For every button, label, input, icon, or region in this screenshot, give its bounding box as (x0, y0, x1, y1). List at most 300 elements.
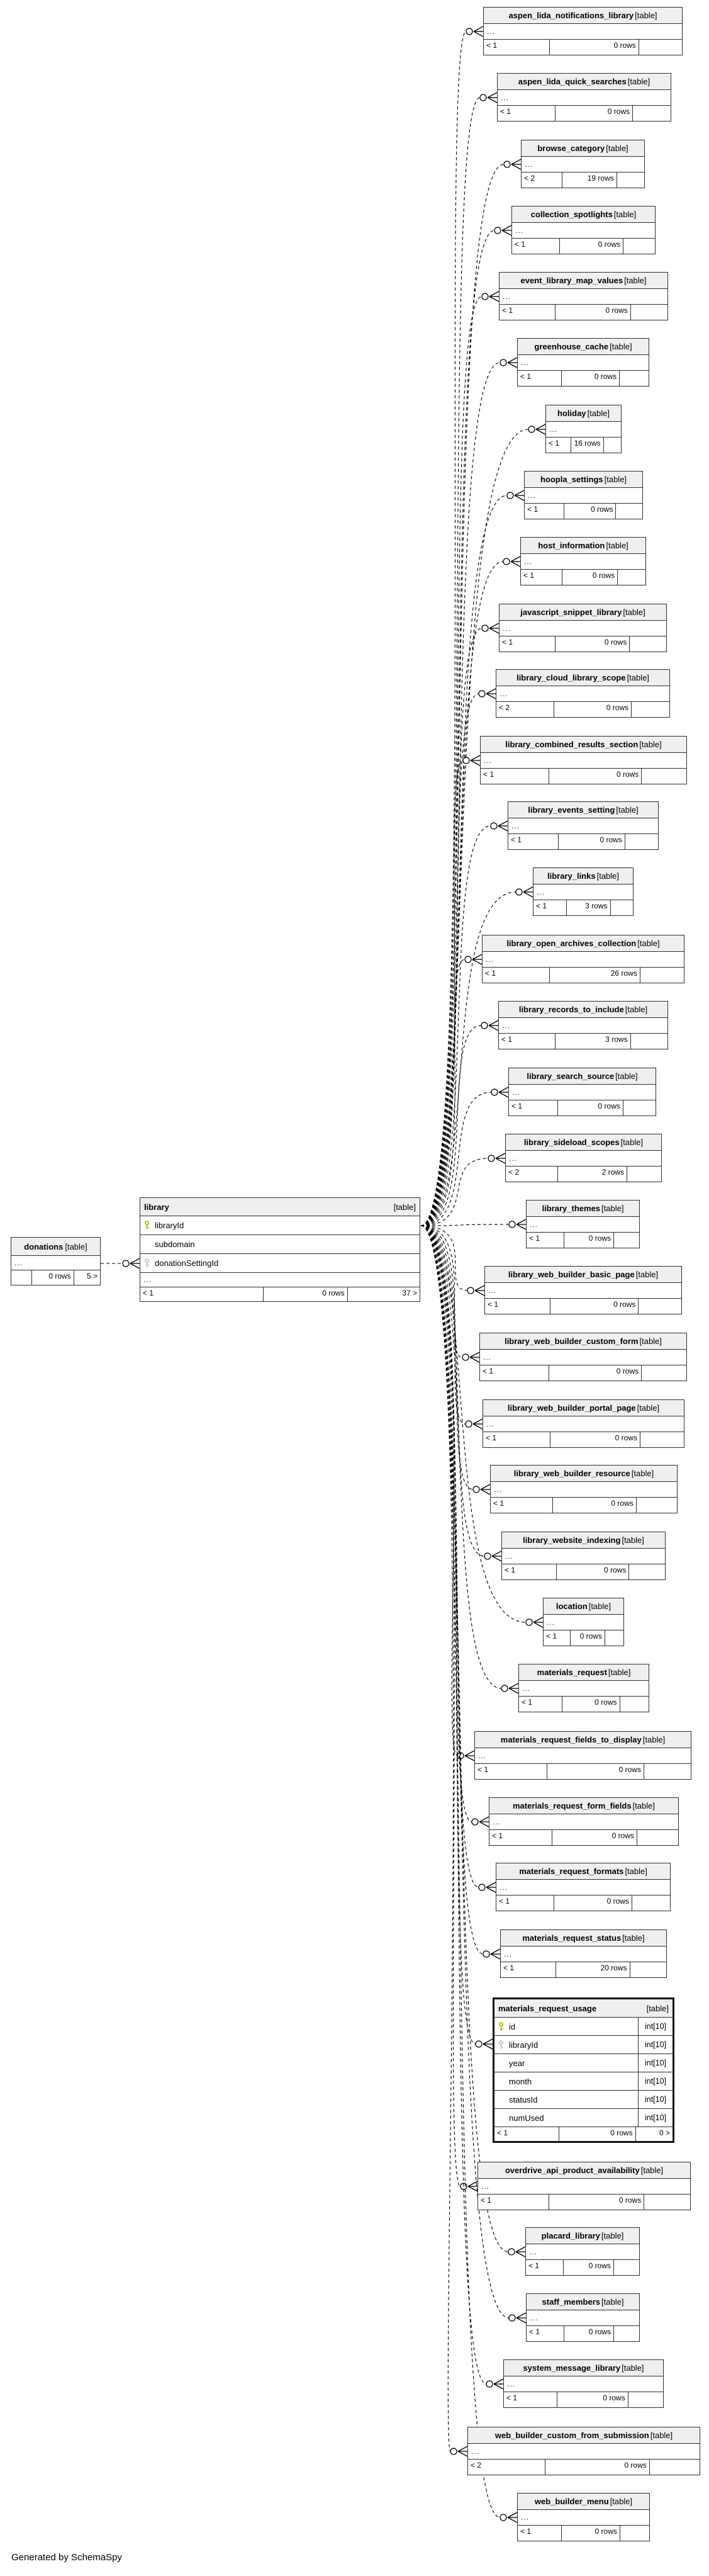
pk-key-icon (143, 1221, 150, 1230)
collapsed-columns-row: ... (485, 1283, 681, 1299)
parent-count: < 1 (483, 1367, 494, 1376)
collapsed-columns-row: ... (500, 289, 667, 305)
table-header-materials_request_formats[interactable] (496, 1863, 670, 1880)
table-footer (501, 1962, 666, 1977)
child-count (644, 1764, 691, 1779)
table-footer (491, 1498, 677, 1513)
table-footer (519, 1697, 649, 1712)
collapsed-columns-row: ... (533, 884, 633, 900)
table-header-browse_category[interactable] (522, 140, 644, 157)
parent-count: < 2 (499, 703, 510, 712)
relationship-line (421, 1226, 466, 1424)
table-name[interactable]: aspen_lida_notifications_library (508, 11, 634, 20)
table-type-label: [table] (622, 2363, 644, 2373)
parent-count: < 1 (529, 1234, 540, 1243)
column-row-libraryId (494, 2036, 673, 2054)
table-footer (522, 172, 644, 188)
row-count: 26 rows (549, 968, 640, 983)
collapsed-columns-row: ... (544, 1615, 623, 1630)
parent-count: < 1 (546, 1632, 557, 1641)
child-count (615, 504, 642, 519)
column-row-year (494, 2054, 673, 2072)
relationship-line (421, 1092, 491, 1226)
row-count: 19 rows (562, 172, 616, 188)
collapsed-columns-row: ... (506, 1151, 661, 1167)
table-name[interactable]: overdrive_api_product_availability (505, 2166, 640, 2175)
child-count: 37 > (347, 1287, 420, 1301)
table-node-aspen_lida_quick_searches (497, 73, 671, 121)
fk-connector (481, 1020, 498, 1031)
table-node-location (543, 1598, 624, 1646)
table-header-holiday[interactable] (546, 405, 621, 422)
table-type-label: [table] (620, 1138, 644, 1147)
table-footer (546, 438, 621, 453)
row-count: 0 rows (557, 1100, 623, 1116)
table-type-label: [table] (639, 740, 662, 749)
table-header-collection_spotlights[interactable] (512, 206, 655, 223)
table-name[interactable]: library_events_setting (528, 805, 615, 815)
column-row-statusId (494, 2091, 673, 2109)
table-type-label: [table] (615, 1071, 638, 1081)
relationship-line (421, 1226, 461, 2186)
row-count: 0 rows (555, 106, 632, 121)
parent-count: < 1 (505, 1566, 516, 1574)
fk-connector (528, 424, 545, 434)
column-type: int[10] (638, 2036, 673, 2053)
column-row-donationSettingId (140, 1254, 420, 1273)
fk-connector (482, 623, 499, 633)
table-node-library_website_indexing (501, 1532, 666, 1580)
table-header-aspen_lida_quick_searches[interactable] (498, 74, 671, 90)
table-type-label: [table] (646, 2003, 669, 2013)
table-header-library_search_source[interactable] (509, 1068, 656, 1085)
table-name[interactable]: aspen_lida_quick_searches (518, 77, 627, 86)
table-name[interactable]: staff_members (542, 2297, 601, 2307)
table-type-label: [table] (606, 144, 628, 153)
table-header-library_combined_results_section[interactable] (481, 737, 686, 753)
table-name[interactable]: system_message_library (523, 2363, 621, 2373)
table-node-library_open_archives_collection (482, 935, 684, 983)
table-header-library_web_builder_portal_page[interactable] (483, 1400, 684, 1416)
relationship-line (421, 1226, 467, 1291)
table-node-library_sideload_scopes (505, 1134, 662, 1182)
column-type: int[10] (638, 2072, 673, 2090)
fk-connector (516, 887, 533, 897)
table-header-library_open_archives_collection[interactable] (483, 935, 684, 952)
row-count: 0 rows (564, 504, 616, 519)
parent-count: < 1 (477, 1765, 489, 1774)
table-node-overdrive_api_product_availability (477, 2162, 691, 2210)
table-header-materials_request[interactable] (519, 1664, 649, 1681)
table-footer (518, 371, 649, 386)
column-row-id (494, 2018, 673, 2036)
parent-count: < 1 (485, 969, 496, 978)
column-name: year (509, 2058, 525, 2068)
table-name[interactable]: library_website_indexing (523, 1535, 621, 1545)
column-type: int[10] (638, 2109, 673, 2127)
parent-count: < 1 (515, 240, 526, 249)
row-count: 0 rows (562, 1697, 620, 1712)
parent-count: < 1 (481, 2196, 492, 2205)
collapsed-columns-row: ... (483, 952, 684, 968)
table-type-label: [table] (588, 1602, 611, 1611)
fk-connector (500, 358, 517, 368)
collapsed-columns-row: ... (11, 1256, 100, 1270)
child-count (644, 2195, 690, 2210)
table-footer (526, 2260, 639, 2275)
fk-connector (457, 1751, 474, 1761)
table-node-web_builder_custom_from_submission (467, 2427, 700, 2475)
table-header-javascript_snippet_library[interactable] (500, 604, 666, 621)
collapsed-columns-row: ... (527, 1217, 639, 1233)
fk-connector (123, 1258, 140, 1268)
table-type-label: [table] (604, 475, 627, 484)
table-header-library_web_builder_custom_form[interactable] (480, 1333, 686, 1350)
child-count (613, 1233, 639, 1248)
table-footer (494, 2127, 673, 2141)
table-type-label: [table] (635, 11, 657, 20)
table-footer (512, 239, 655, 254)
row-count: 2 rows (557, 1167, 627, 1182)
collapsed-columns-row: ... (504, 2376, 663, 2392)
row-count: 0 rows (562, 570, 617, 585)
table-footer (506, 1167, 661, 1182)
parent-count: < 1 (527, 505, 539, 514)
column-name: id (509, 2021, 516, 2031)
child-count (619, 371, 649, 386)
table-name[interactable]: materials_request (537, 1668, 607, 1677)
table-type-label: [table] (393, 1202, 416, 1212)
fk-connector (508, 2247, 525, 2257)
table-name[interactable]: library (144, 1202, 169, 1212)
table-name[interactable]: holiday (557, 409, 586, 418)
collapsed-columns-row: ... (489, 1814, 678, 1830)
table-header-library_sideload_scopes[interactable] (506, 1134, 661, 1151)
table-name[interactable]: javascript_snippet_library (520, 607, 622, 617)
child-count (603, 438, 621, 453)
table-node-materials_request_fields_to_display (474, 1731, 691, 1780)
table-type-label: [table] (624, 276, 647, 285)
column-name: month (509, 2076, 532, 2086)
table-type-label: [table] (640, 2166, 664, 2175)
table-footer (518, 2526, 649, 2541)
relationship-line (421, 164, 504, 1226)
table-node-library_web_builder_portal_page (483, 1399, 684, 1448)
table-header-library_cloud_library_scope[interactable] (496, 670, 669, 686)
parent-count (11, 1270, 31, 1285)
table-name[interactable]: materials_request_usage (498, 2003, 597, 2013)
table-name[interactable]: browse_category (537, 144, 605, 153)
table-header-hoopla_settings[interactable] (525, 472, 642, 488)
child-count (630, 305, 667, 320)
table-type-label: [table] (627, 673, 649, 682)
table-header-web_builder_menu[interactable] (518, 2494, 649, 2510)
collapsed-columns-row: ... (480, 1350, 686, 1365)
relationship-line (421, 495, 507, 1226)
table-type-label: [table] (606, 541, 628, 550)
collapsed-columns-row: ... (475, 1748, 691, 1764)
table-name[interactable]: event_library_map_values (520, 276, 623, 285)
fk-connector (494, 225, 511, 235)
table-footer (498, 106, 671, 121)
table-node-library_links (533, 867, 634, 916)
child-count (641, 1365, 686, 1381)
table-name[interactable]: library_web_builder_resource (513, 1469, 630, 1478)
table-name[interactable]: web_builder_custom_from_submission (494, 2431, 649, 2440)
child-count (641, 769, 686, 784)
table-name[interactable]: host_information (538, 541, 605, 550)
table-name[interactable]: library_open_archives_collection (506, 939, 637, 948)
row-count: 3 rows (566, 900, 610, 915)
parent-count: < 1 (499, 1897, 510, 1906)
table-header-library_web_builder_basic_page[interactable] (485, 1267, 681, 1283)
relationship-line (421, 1226, 473, 1489)
child-count: 0 > (635, 2127, 673, 2141)
table-node-library_records_to_include (498, 1001, 668, 1049)
fk-connector (479, 1882, 496, 1892)
table-name[interactable]: web_builder_menu (534, 2497, 609, 2506)
table-node-aspen_lida_notifications_library (483, 7, 683, 55)
table-header-event_library_map_values[interactable] (500, 273, 667, 289)
row-count: 3 rows (555, 1034, 630, 1049)
table-name[interactable]: materials_request_formats (519, 1867, 624, 1876)
table-header-aspen_lida_notifications_library[interactable] (484, 8, 682, 24)
table-node-library_events_setting (508, 801, 659, 850)
relationship-line (421, 98, 480, 1226)
table-name[interactable]: library_web_builder_basic_page (508, 1270, 635, 1279)
row-count: 0 rows (557, 2392, 628, 2407)
table-node-materials_request_form_fields (489, 1797, 679, 1846)
table-footer (525, 504, 642, 519)
relationship-line (421, 1224, 509, 1226)
row-count: 0 rows (263, 1287, 347, 1301)
table-node-system_message_library (503, 2359, 664, 2408)
collapsed-columns-row: ... (468, 2444, 700, 2460)
table-name[interactable]: library_search_source (527, 1071, 615, 1081)
table-node-browse_category (521, 140, 645, 188)
table-header-host_information[interactable] (521, 538, 645, 554)
table-header-materials_request_fields_to_display[interactable] (475, 1732, 691, 1748)
parent-count: < 1 (520, 2527, 532, 2536)
table-header-library_events_setting[interactable] (508, 802, 658, 818)
relationship-line (421, 1226, 462, 1357)
table-header-library[interactable] (140, 1198, 420, 1216)
table-node-library_cloud_library_scope (496, 669, 670, 718)
table-header-materials_request_usage[interactable] (494, 1999, 673, 2018)
child-count (617, 172, 644, 188)
table-type-label: [table] (610, 2497, 633, 2506)
child-count (613, 2260, 639, 2275)
parent-count: < 1 (529, 2327, 540, 2336)
table-type-label: [table] (625, 1867, 647, 1876)
table-type-label: [table] (642, 1735, 666, 1744)
parent-count: < 2 (471, 2461, 482, 2470)
child-count (630, 1034, 667, 1049)
parent-count: < 1 (502, 638, 513, 647)
fk-connector (491, 1087, 508, 1097)
child-count (629, 636, 666, 652)
table-footer (500, 636, 666, 652)
fk-connector (467, 1285, 484, 1296)
table-footer (496, 702, 669, 717)
child-count (628, 2392, 663, 2407)
collapsed-columns-row: ... (509, 1085, 656, 1100)
child-count (617, 570, 645, 585)
fk-connector (509, 2313, 526, 2323)
table-type-label: [table] (622, 1933, 645, 1943)
table-header-location[interactable] (544, 1598, 623, 1615)
collapsed-columns-row: ... (502, 1549, 665, 1564)
column-type: int[10] (638, 2018, 673, 2035)
table-name[interactable]: donations (24, 1241, 64, 1251)
table-node-web_builder_menu (517, 2493, 650, 2541)
row-count: 0 rows (549, 40, 638, 55)
fk-connector (480, 93, 497, 103)
fk-connector (463, 755, 480, 765)
table-name[interactable]: library_web_builder_custom_form (505, 1336, 639, 1346)
row-count: 0 rows (545, 2460, 649, 2475)
parent-count: < 1 (503, 1963, 515, 1972)
fk-connector (526, 1617, 543, 1627)
table-node-host_information (520, 537, 646, 585)
parent-count: < 1 (497, 2128, 508, 2137)
table-header-staff_members[interactable] (527, 2294, 639, 2310)
parent-count: < 1 (486, 1433, 497, 1442)
table-name[interactable]: library_records_to_include (518, 1005, 624, 1014)
column-row-subdomain (140, 1235, 420, 1254)
table-name[interactable]: hoopla_settings (540, 475, 603, 484)
collapsed-columns-row: ... (527, 2310, 639, 2326)
table-header-materials_request_status[interactable] (501, 1930, 666, 1946)
row-count: 0 rows (31, 1270, 73, 1285)
collapsed-columns-row: ... (499, 1018, 667, 1034)
table-name[interactable]: location (555, 1602, 588, 1611)
parent-count: < 2 (524, 174, 535, 183)
table-header-library_records_to_include[interactable] (499, 1002, 667, 1018)
table-header-greenhouse_cache[interactable] (518, 339, 649, 355)
fk-connector (466, 26, 483, 37)
child-count (628, 1564, 665, 1579)
table-header-library_website_indexing[interactable] (502, 1532, 665, 1549)
table-node-library (140, 1197, 420, 1302)
parent-count: < 1 (549, 439, 560, 448)
table-header-placard_library[interactable] (526, 2228, 639, 2244)
table-header-donations[interactable] (11, 1238, 100, 1256)
fk-connector (476, 2039, 493, 2049)
column-name: libraryId (509, 2040, 539, 2050)
fk-key-icon (143, 1258, 150, 1268)
relationship-line (421, 628, 482, 1226)
table-node-event_library_map_values (499, 272, 668, 320)
fk-connector (473, 1484, 490, 1494)
row-count: 0 rows (570, 1630, 605, 1646)
table-node-library_web_builder_custom_form (479, 1333, 687, 1381)
table-footer (504, 2392, 663, 2407)
fk-connector (482, 291, 499, 302)
fk-connector (461, 2181, 477, 2191)
fk-connector (462, 1352, 479, 1362)
parent-count: < 1 (522, 1698, 533, 1707)
table-footer (480, 1365, 686, 1381)
table-header-library_web_builder_resource[interactable] (491, 1466, 677, 1482)
table-name[interactable]: collection_spotlights (530, 210, 613, 219)
table-type-label: [table] (627, 77, 650, 86)
parent-count: < 1 (520, 372, 532, 381)
child-count (638, 1299, 681, 1314)
row-count: 0 rows (552, 1830, 637, 1845)
fk-connector (479, 689, 496, 699)
collapsed-columns-row: ... (140, 1273, 420, 1287)
fk-connector (466, 1419, 483, 1429)
table-footer (502, 1564, 665, 1579)
table-name[interactable]: materials_request_form_fields (512, 1801, 632, 1811)
table-name[interactable]: library_cloud_library_scope (516, 673, 626, 682)
table-node-materials_request (518, 1664, 649, 1712)
collapsed-columns-row: ... (518, 355, 649, 371)
child-count (620, 1697, 649, 1712)
table-header-web_builder_custom_from_submission[interactable] (468, 2427, 700, 2444)
collapsed-columns-row: ... (525, 488, 642, 504)
fk-key-icon (498, 2040, 505, 2050)
table-footer (483, 968, 684, 983)
fk-connector (501, 1683, 518, 1693)
table-type-label: [table] (616, 805, 639, 815)
table-footer (508, 834, 658, 849)
table-footer (499, 1034, 667, 1049)
row-count: 0 rows (550, 1432, 640, 1447)
table-name[interactable]: library_themes (542, 1204, 601, 1213)
child-count: 5 > (74, 1270, 100, 1285)
table-type-label: [table] (623, 607, 645, 617)
column-row-numUsed (494, 2109, 673, 2127)
table-node-materials_request_status (500, 1929, 667, 1978)
child-count (636, 1498, 677, 1513)
parent-count: < 1 (511, 835, 522, 844)
table-name[interactable]: library_web_builder_portal_page (507, 1403, 636, 1413)
parent-count: < 1 (143, 1289, 154, 1297)
collapsed-columns-row: ... (500, 621, 666, 636)
parent-count: < 1 (486, 41, 498, 50)
table-type-label: [table] (65, 1241, 87, 1251)
table-name[interactable]: placard_library (541, 2231, 600, 2240)
table-name[interactable]: library_links (547, 871, 596, 881)
row-count: 20 rows (555, 1962, 630, 1977)
table-header-system_message_library[interactable] (504, 2360, 663, 2376)
table-header-library_links[interactable] (533, 868, 633, 884)
relationship-line (421, 694, 479, 1226)
child-count (649, 2460, 700, 2475)
table-node-materials_request_usage (493, 1997, 674, 2143)
column-type: int[10] (638, 2054, 673, 2072)
table-header-overdrive_api_product_availability[interactable] (478, 2162, 690, 2179)
collapsed-columns-row: ... (491, 1482, 677, 1498)
table-header-library_themes[interactable] (527, 1200, 639, 1217)
child-count (631, 702, 669, 717)
table-name[interactable]: materials_request_status (522, 1933, 622, 1943)
table-name[interactable]: library_sideload_scopes (523, 1138, 620, 1147)
collapsed-columns-row: ... (521, 554, 645, 570)
table-type-label: [table] (601, 1204, 624, 1213)
table-name[interactable]: library_combined_results_section (505, 740, 639, 749)
table-type-label: [table] (635, 1270, 659, 1279)
table-name[interactable]: materials_request_fields_to_display (500, 1735, 642, 1744)
table-name[interactable]: greenhouse_cache (534, 342, 609, 351)
relationship-line (421, 297, 482, 1226)
table-footer (509, 1100, 656, 1116)
table-footer (489, 1830, 678, 1845)
table-type-label: [table] (613, 210, 637, 219)
table-header-materials_request_form_fields[interactable] (489, 1798, 678, 1814)
